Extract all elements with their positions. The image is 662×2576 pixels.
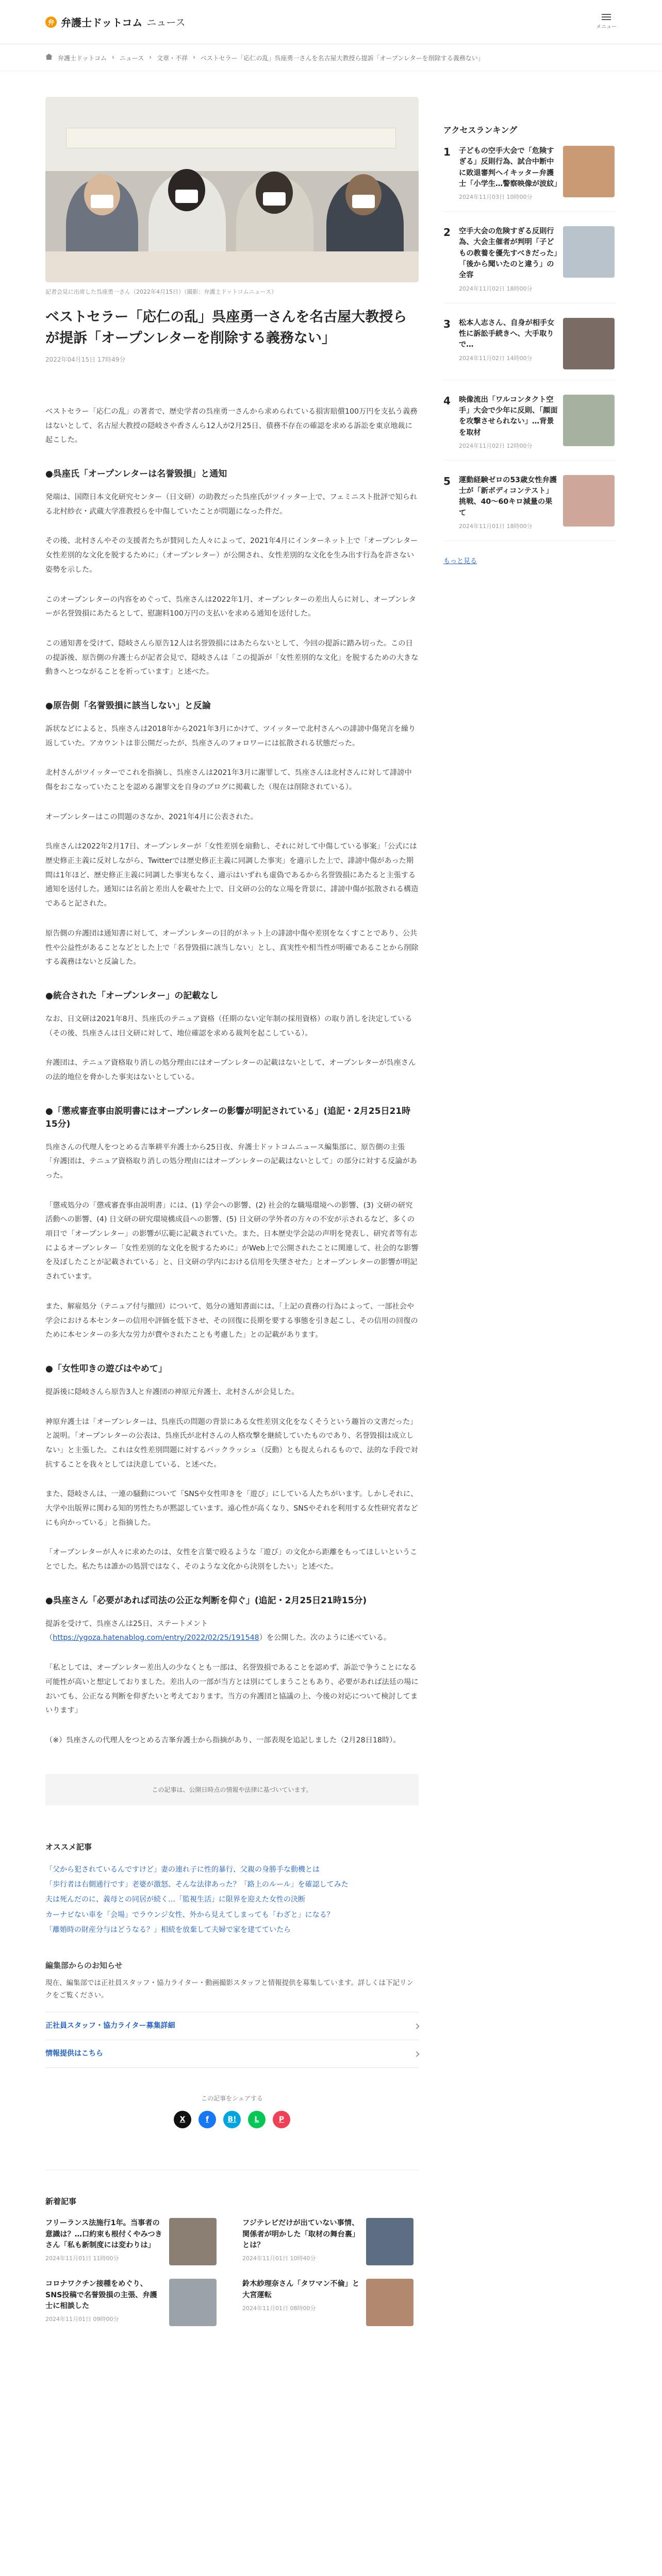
section-title: 新着記事	[45, 2197, 77, 2207]
news-thumbnail	[366, 2218, 413, 2265]
line-share-icon[interactable]: L	[248, 2111, 266, 2128]
ranking-item-date: 2024年11月02日 14時00分	[459, 354, 533, 362]
ranking-item[interactable]	[443, 146, 617, 212]
paragraph: 呉座さんの代理人をつとめる吉峯耕平弁護士から25日夜、弁護士ドットコムニュース編集部に、原告側の主張「弁護団は、テニュア資格取り消しの処分理由にはオープンレターの記載はないとして」の部分に対する反論があった。	[45, 1143, 417, 1180]
news-thumbnail	[366, 2279, 413, 2326]
rank-number: 5	[443, 474, 451, 487]
section-title: オススメ記事	[45, 1842, 92, 1852]
section-heading: ●「女性叩きの遊びはやめて」	[45, 1363, 167, 1374]
ranking-item-date: 2024年11月02日 18時00分	[459, 285, 533, 292]
news-item[interactable]	[242, 2218, 419, 2265]
ranking-item-title: 松本人志さん、自身が相手女性に訴訟手続きへ、大手取りで…	[459, 318, 555, 349]
breadcrumb: 弁護士ドットコム › ニュース › 文章・不祥 › ベストセラー「応仁の乱」呉座勇一さんを名古屋大教授ら提訴「オープンレターを削除する義務ない」	[0, 44, 662, 71]
section-heading: ●呉座氏「オープンレターは名誉毀損」と通知	[45, 469, 227, 480]
ranking-item-title: 映像流出「ワルコンタクト空手」大会で少年に反則、「顔面を攻撃させられない」…背景を取材	[459, 395, 558, 437]
article	[45, 97, 419, 2326]
link-label: 情報提供はこちら	[45, 2049, 103, 2058]
notice-text: 現在、編集部では正社員スタッフ・協力ライター・動画撮影スタッフと情報提供を募集しています。詳しくは下記リンクをご覧ください。	[45, 1978, 414, 1999]
news-title: フジテレビだけが出ていない事情、関係者が明かした「取材の舞台裏」とは？	[242, 2219, 360, 2250]
ranking-item-date: 2024年11月02日 12時00分	[459, 442, 533, 449]
breadcrumb-item[interactable]: ニュース	[119, 55, 144, 62]
paragraph: （※）呉座さんの代理人をつとめる吉峯弁護士から指摘があり、一部表現を追記しました（2月28日18時）。	[45, 1736, 401, 1744]
article-body	[45, 405, 419, 1748]
ranking-item-title: 運動経験ゼロの53歳女性弁護士が「新ボディコンテスト」挑戦、40〜60キロ減量の果て	[459, 476, 557, 517]
news-title: 鈴木紗理奈さん「タワマン不倫」と大宮運転	[242, 2280, 360, 2299]
site-logo[interactable]	[45, 14, 185, 29]
article-title: ベストセラー「応仁の乱」呉座勇一さんを名古屋大教授らが提訴「オープンレターを削除する義務ない」	[45, 309, 407, 346]
ranking-item-title: 空手大会の危険すぎる反則行為、大会主催者が判明「子どもの教養を優先すべきだった」「後から聞いたのと違う」の全容	[459, 227, 558, 280]
ranking-item[interactable]	[443, 318, 617, 380]
x-share-icon[interactable]: X	[174, 2111, 191, 2128]
section-heading: ●「懲戒審査事由説明書にはオープンレターの影響が明記されている」(追記・2月25日21時15分)	[45, 1106, 411, 1129]
paragraph: 「オープンレターが人々に求めたのは、女性を言葉で殴るような「遊び」の文化から距離をもってほしいということでした。私たちは誰かの処罰ではなく、そのような文化から決別をしたい」と述べた。	[45, 1548, 418, 1571]
paragraph	[45, 1617, 419, 1646]
paragraph: その後、北村さんやその支援者たちが賛同した人々によって、2021年4月にインターネット上で「オープンレター 女性差別的な文化を脱するために」（オープンレター）が公開され、女性差別的な文化を生み出す行為を許さない姿勢を示した。	[45, 537, 418, 574]
ranking-thumbnail	[563, 318, 615, 369]
news-title: コロナワクチン接種をめぐり、SNS投稿で名誉毀損の主張、弁護士に相談した	[45, 2280, 157, 2311]
news-date: 2024年11月01日 08時00分	[242, 2305, 316, 2312]
share-title: この記事をシェアする	[201, 2095, 263, 2103]
paragraph: このオープンレターの内容をめぐって、呉座さんは2022年1月、オープンレターの差出人らに対し、オープンレターが名誉毀損にあたるとして、慰謝料100万円の支払いを求める通知を送付した。	[45, 595, 416, 618]
facebook-share-icon[interactable]: f	[198, 2111, 216, 2128]
breadcrumb-item[interactable]: 文章・不祥	[157, 55, 188, 62]
section-heading: ●呉座さん「必要があれば司法の公正な判断を仰ぐ」(追記・2月25日21時15分)	[45, 1595, 367, 1606]
section-heading: ●原告側「名誉毀損に該当しない」と反論	[45, 700, 211, 711]
rank-number: 1	[443, 146, 451, 158]
paragraph: 「私としては、オープンレター差出人の少なくとも一部は、名誉毀損であることを認めず、訴訟で争うことになる可能性が高いと想定しておりました。差出人の一部が当方とは別にてしまうこともあり、必要があれば法廷の場においても、公正なる判断を仰ぎたいと考えております。当方の弁護団と協議の上、今後の対応について検討してまいります」	[45, 1664, 419, 1715]
ranking-thumbnail	[563, 395, 615, 446]
share-buttons	[45, 2111, 419, 2128]
paragraph: 弁護団は、テニュア資格取り消しの処分理由にはオープンレターの記載はないとして、オープンレターが呉座さんの法的地位を脅かした事実はないとしている。	[45, 1059, 416, 1081]
breadcrumb-item[interactable]: 弁護士ドットコム	[58, 55, 107, 62]
hatena-share-icon[interactable]: B!	[223, 2111, 241, 2128]
section-heading: ●統合された「オープンレター」の記載なし	[45, 990, 219, 1001]
ranking-thumbnail	[563, 226, 615, 278]
article-photo	[45, 97, 419, 282]
paragraph: ベストセラー「応仁の乱」の著者で、歴史学者の呉座勇一さんから求められている損害賠償100万円を支払う義務はないとして、名古屋大教授の隠岐さや香さんら12人が2月25日、債務不存在の確認を求める訴訟を東京地裁に起こした。	[45, 408, 418, 445]
tip-link[interactable]	[45, 2040, 419, 2068]
rank-number: 2	[443, 226, 451, 239]
news-date: 2024年11月01日 09時00分	[45, 2316, 119, 2323]
paragraph: 北村さんがツイッターでこれを指摘し、呉座さんは2021年3月に謝罪して、呉座さんは北村さんに対して誹謗中傷をおこなっていたことを認める謝罪文を自身のブログに掲載した（現在は削除されている）。	[45, 769, 412, 791]
statement-link[interactable]: https://ygoza.hatenablog.com/entry/2022/02/25/191548	[53, 1634, 259, 1642]
paragraph: 訴状などによると、呉座さんは2018年から2021年3月にかけて、ツイッターで北村さんへの誹謗中傷発言を繰り返していた。アカウントは非公開だったが、呉座さんのフォロワーには拡散される状態だった。	[45, 724, 416, 748]
recommended-link[interactable]: 「歩行者は右側通行です」老婆が激怒、そんな法律あった？「路上のルール」を確認してみた	[45, 1880, 349, 1889]
editorial-notice	[45, 1959, 419, 2069]
rank-number: 4	[443, 394, 451, 407]
news-item[interactable]	[45, 2218, 222, 2265]
news-item[interactable]	[242, 2279, 419, 2326]
ranking-title: アクセスランキング	[443, 125, 518, 135]
disclaimer: この記事は、公開日時点の情報や法律に基づいています。	[45, 1774, 419, 1805]
ranking-item-title: 子どもの空手大会で「危険すぎる」反則行為、試合中断中に敗退審判へイキッター弁護士「小学生…警察映像が波紋」	[459, 147, 561, 188]
recommended-link[interactable]: カーナビない車を「会場」でラウンジ女性、外から見えてしまっても「わざと」になる？	[45, 1910, 334, 1919]
menu-button[interactable]	[596, 14, 617, 30]
ranking-item[interactable]	[443, 395, 617, 461]
recruit-link[interactable]	[45, 2012, 419, 2040]
paragraph: 「懲戒処分の「懲戒審査事由説明書」には、(1) 学会への影響、(2) 社会的な職場環境への影響、(3) 文研の研究活動への影響、(4) 日文研の研究環境構成員への影響、(5) 日文研の学外者の方々の不安が示されるなど、多くの項目で「オープンレター」の影響が広範に記載されていた。また、日本歴史学会誌の声明を発表し、研究者等有志によるオープンレター「女性差別的な文化を脱するために」がWeb上で公開されたことに関連して、社会的な影響を及ぼしたことが記載されている」と、日文研の学内における信用を失墜させた」とオープンレターの影響が明記されています。	[45, 1201, 419, 1281]
more-link[interactable]: もっと見る	[443, 557, 477, 566]
paragraph: オープンレターはこの問題のさなか、2021年4月に公表された。	[45, 812, 258, 821]
photo-caption: 記者会見に出席した呉座勇一さん（2022年4月15日）（撮影：弁護士ドットコムニュース）	[45, 289, 277, 295]
recommended-link[interactable]: 「父から犯されているんですけど」妻の連れ子に性的暴行、父親の身勝手な動機とは	[45, 1865, 320, 1874]
sidebar	[443, 97, 617, 2326]
chevron-right-icon	[413, 2051, 419, 2057]
chevron-right-icon	[413, 2023, 419, 2029]
paragraph: この通知書を受けて、隠岐さんら原告12人は名誉毀損にはあたらないとして、今回の提訴に踏み切った。この日の提訴後、原告側の弁護士らが記者会見で、隠岐さんは「この提訴が「女性差別的な文化」を脱するための大きな動きへとつながることを祈っています」と述べた。	[45, 639, 419, 676]
paragraph: 発端は、国際日本文化研究センター（日文研）の助教だった呉座氏がツイッター上で、フェミニスト批評で知られる北村紗衣・武蔵大学准教授らを中傷していたことが問題になった件だ。	[45, 493, 418, 516]
breadcrumb-current: ベストセラー「応仁の乱」呉座勇一さんを名古屋大教授ら提訴「オープンレターを削除する義務ない」	[200, 55, 484, 62]
news-date: 2024年11月01日 11時00分	[45, 2255, 119, 2262]
news-thumbnail	[169, 2218, 217, 2265]
hamburger-icon	[602, 14, 611, 20]
paragraph: また、解雇処分（テニュア付与撤回）について、処分の通知書面には、「上記の責務の行為によって、一部社会や学会における本センターの信用や評価を低下させ、その回復に長期を要する事態を引き起こし、その信用の回復のために本センターの多大な労力が費やされたことも考慮した」との記載があります。	[45, 1302, 418, 1340]
news-title: フリーランス法施行1年。当事者の意識は？…口約束も根付くやみつきさん「私も新制度には変わりは」	[45, 2219, 162, 2250]
paragraph: なお、日文研は2021年8月、呉座氏のテニュア資格（任期のない定年制の採用資格）の取り消しを決定している（その後、呉座さんは日文研に対して、地位確認を求める裁判を起こしている）。	[45, 1014, 412, 1038]
ranking-item[interactable]	[443, 226, 617, 303]
ranking-item[interactable]	[443, 475, 617, 541]
ranking-thumbnail	[563, 146, 615, 197]
news-item[interactable]	[45, 2279, 222, 2326]
logo-sub: ニュース	[146, 17, 186, 28]
logo-text: 弁護士ドットコム	[61, 16, 143, 29]
article-date: 2022年04月15日 17時49分	[45, 356, 126, 363]
menu-label: メニュー	[596, 24, 617, 30]
site-header	[0, 0, 662, 44]
ranking-thumbnail	[563, 475, 615, 527]
home-icon[interactable]	[45, 54, 53, 60]
recommended-link[interactable]: 夫は死んだのに、義母との同居が続く…「監視生活」に限界を迎えた女性の決断	[45, 1895, 305, 1904]
recommended-link[interactable]: 「離婚時の財産分与はどうなる？」相続を放棄して夫婦で家を建てていたら	[45, 1926, 291, 1935]
paragraph: 提訴後に隠岐さんら原告3人と弁護団の神原元弁護士、北村さんが会見した。	[45, 1387, 299, 1396]
ranking-item-date: 2024年11月03日 10時00分	[459, 194, 533, 201]
new-articles	[45, 2170, 419, 2326]
rank-number: 3	[443, 317, 451, 330]
section-title: 編集部からのお知らせ	[45, 1960, 123, 1970]
paragraph-text: ）を公開した。次のように述べている。	[259, 1634, 391, 1642]
paragraph-text: 提訴を受けて、呉座さんは25日、ステートメント（	[45, 1619, 208, 1642]
paragraph: 神原弁護士は「オープンレターは、呉座氏の問題の背景にある女性差別文化をなくそうという趣旨の文書だった」と説明。「オープンレターの公表は、呉座氏が北村さんの人格攻撃を継続していたものであり、名誉毀損は成立しない」と主張した。これは女性差別問題に対するバックラッシュ（反動）とも捉えられるもので、法的な手段で対抗することを我々としては決意している、と述べた。	[45, 1417, 418, 1469]
news-date: 2024年11月01日 10時40分	[242, 2255, 316, 2262]
paragraph: 原告側の弁護団は通知書に対して、オープンレターの目的がネット上の誹謗中傷や差別をなくすことであり、公共性や公益性があることなどとした上で「名誉毀損に該当しない」とし、真実性や相当性が明確であることから削除する義務はないと反論した。	[45, 929, 419, 967]
recommended-articles	[45, 1841, 419, 1938]
news-thumbnail	[169, 2279, 217, 2326]
link-label: 正社員スタッフ・協力ライター募集詳細	[45, 2022, 175, 2030]
ranking-item-date: 2024年11月01日 18時00分	[459, 523, 533, 530]
paragraph: また、隠岐さんは、一連の騒動について「SNSや女性叩きを「遊び」にしている人たちがいます。しかしそれに、大学や出版界に関わる知的男性たちが黙認しています。遠心性が高くなり、SNSやそれを利用する女性研究者などにも向かっている」と指摘した。	[45, 1490, 418, 1527]
paragraph: 呉座さんは2022年2月17日、オープンレターが「女性差別を扇動し、それに対して中傷している事案」「公式には歴史修正主義に反対しながら、Twitterでは歴史修正主義に同調した事実」を適示した上で、誹謗中傷があった期間は1年ほど、歴史修正主義に同調した事実もなく、適示はいずれも虚偽であるから名誉毀損にあたると主張する通知を送付した。通知には名前と差出人を載せた上で、日文研の公的な立場を背景に、誹謗中傷が拡散される構造であると記された。	[45, 842, 419, 908]
logo-icon: 弁	[45, 16, 57, 28]
pocket-share-icon[interactable]: P	[273, 2111, 290, 2128]
